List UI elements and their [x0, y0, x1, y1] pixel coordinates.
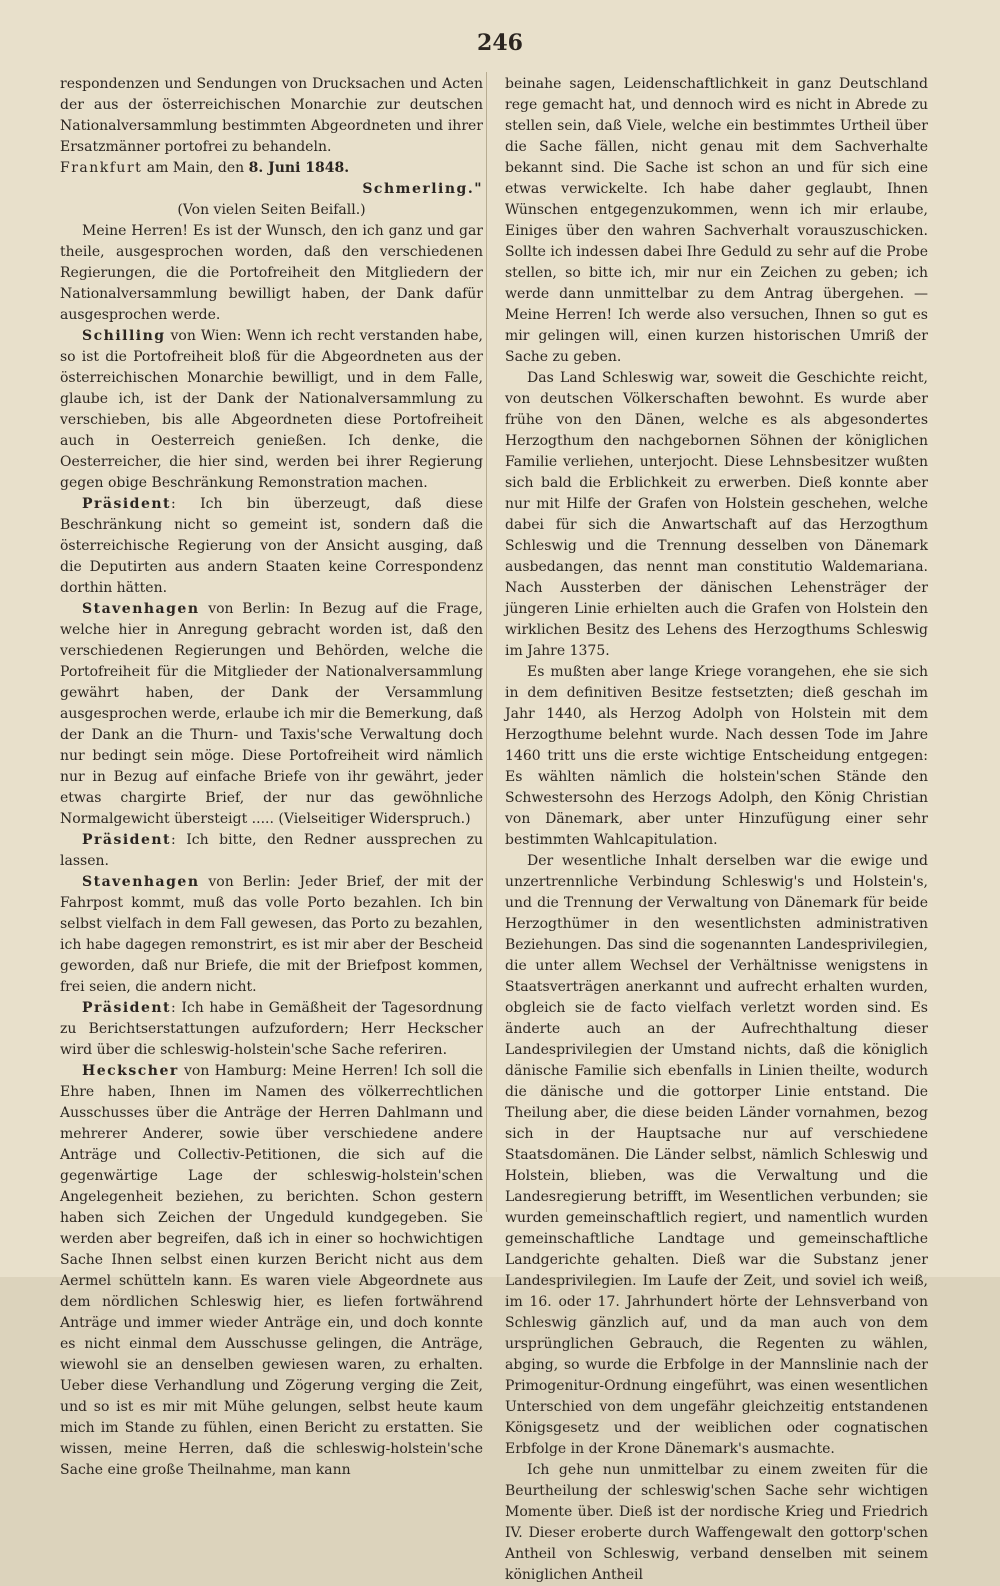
speech-paragraph	[60, 494, 483, 599]
paragraph	[60, 221, 483, 326]
speech-paragraph	[60, 1061, 483, 1481]
speaker-name: Heckscher	[82, 1063, 179, 1079]
speech-text: von Wien: Wenn ich recht verstanden habe, so ist die Portofreiheit bloß für die Abgeordneten aus der österreichischen Monarchie bewilligt, und in dem Falle, glaube ich, ist der Dank der Nationalversammlung zu verschieben, bis alle Abgeordneten diese Portofreiheit auch in Oesterreich genießen. Ich denke, die Oesterreicher, die hier sind, werden bei ihrer Regierung gegen obige Beschränkung Remonstration machen.	[60, 328, 483, 491]
speech-text: : Ich bin überzeugt, daß diese Beschränkung nicht so gemeint ist, sondern daß die österreichische Regierung von der Ansicht ausging, daß die Deputirten aus andern Staaten keine Correspondenz dorthin hätten.	[60, 496, 483, 596]
right-column	[505, 74, 928, 1586]
dateline-place: Frankfurt	[60, 160, 143, 176]
speech-text: von Berlin: Jeder Brief, der mit der Fahrpost kommt, muß das volle Porto bezahlen. Ich bin selbst vielfach in dem Fall gewesen, das Porto zu bezahlen, ich habe dagegen remonstrirt, es ist mir aber der Bescheid geworden, daß nur Briefe, die mit der Briefpost kommen, frei seien, die andern nicht.	[60, 874, 483, 995]
column-divider	[486, 72, 487, 1212]
left-column	[60, 74, 483, 1481]
paragraph-text: Meine Herren! Es ist der Wunsch, den ich ganz und gar theile, ausgesprochen worden, daß den verschiedenen Regierungen, die die Portofreiheit den Mitgliedern der Nationalversammlung bewilligt haben, der Dank dafür ausgesprochen werde.	[60, 223, 483, 323]
speaker-name: Stavenhagen	[82, 601, 200, 617]
speech-text: von Berlin: In Bezug auf die Frage, welche hier in Anregung gebracht worden ist, daß den verschiedenen Regierungen und Behörden, welche die Portofreiheit für die Mitglieder der Nationalversammlung gewährt haben, der Dank der Versammlung ausgesprochen werde, erlaube ich mir die Bemerkung, daß der Dank an die Thurn- und Taxis'sche Verwaltung doch nur bedingt sein möge. Diese Portofreiheit wird nämlich nur in Bezug auf einfache Briefe von ihr gewährt, jeder etwas chargirte Brief, der nur das gewöhnliche Normalgewicht übersteigt ..... (Vielseitiger Widerspruch.)	[60, 601, 483, 827]
paragraph-text: respondenzen und Sendungen von Drucksachen und Acten der aus der österreichischen Monarchie zur deutschen Nationalversammlung bestimmten Abgeordneten und ihrer Ersatzmänner portofrei zu behandeln.	[60, 76, 483, 155]
paragraph-text: Ich gehe nun unmittelbar zu einem zweiten für die Beurtheilung der schleswig'schen Sache sehr wichtigen Momente über. Dieß ist der nordische Krieg und Friedrich IV. Dieser eroberte durch Waffengewalt den gottorp'schen Antheil von Schleswig, verband denselben mit seinem königlichen Antheil	[505, 1462, 928, 1583]
paragraph-text: Der wesentliche Inhalt derselben war die ewige und unzertrennliche Verbindung Schleswig's und Holstein's, und die Trennung der Verwaltung von Dänemark für beide Herzogthümer in den wesentlichsten administrativen Beziehungen. Das sind die sogenannten Landesprivilegien, die unter allem Wechsel der Verhältnisse wenigstens in Staatsverträgen anerkannt und aufrecht erhalten wurden, obgleich sie de facto vielfach verletzt worden sind. Es änderte auch an der Aufrechthaltung dieser Landesprivilegien der Umstand nichts, daß die königlich dänische Familie sich ebenfalls in Linien theilte, wodurch die dänische und die gottorper Linie entstand. Die Theilung aber, die diese beiden Länder vornahmen, bezog sich in der Hauptsache nur auf verschiedene Staatsdomänen. Die Länder selbst, nämlich Schleswig und Holstein, blieben, was die Verwaltung und die Landesregierung betrifft, im Wesentlichen verbunden; sie wurden gemeinschaftlich regiert, und namentlich wurden gemeinschaftliche Landtage und gemeinschaftliche Landgerichte gehalten. Dieß war die Substanz jener Landesprivilegien. Im Laufe der Zeit, und soviel ich weiß, im 16. oder 17. Jahrhundert hörte der Lehnsverband von Schleswig gänzlich auf, und da man auch von dem ursprünglichen Gebrauch, die Regenten zu wählen, abging, so wurde die Erbfolge in der Mannslinie nach der Primogenitur-Ordnung eingeführt, was einen wesentlichen Unterschied von dem ungefähr gleichzeitig entstandenen Königsgesetz und der weiblichen oder cognatischen Erbfolge in der Krone Dänemark's ausmachte.	[505, 853, 928, 1457]
paragraph	[505, 851, 928, 1460]
speech-text: : Ich habe in Gemäßheit der Tagesordnung zu Berichtserstattungen aufzufordern; Herr Heckscher wird über die schleswig-holstein'sche Sache referiren.	[60, 1000, 483, 1058]
continued-paragraph	[505, 74, 928, 368]
signature	[60, 179, 483, 200]
paragraph	[505, 662, 928, 851]
paragraph-text: beinahe sagen, Leidenschaftlichkeit in ganz Deutschland rege gemacht hat, und dennoch wird es nicht in Abrede zu stellen sein, daß Viele, welche ein bestimmtes Urtheil über die Sache fällen, nicht genau mit dem Sachverhalte bekannt sind. Die Sache ist schon an und für sich eine etwas verwickelte. Ich habe daher geglaubt, Ihnen Wünschen entgegenzukommen, wenn ich mir erlaube, Einiges über den wahren Sachverhalt vorauszuschicken. Sollte ich indessen dabei Ihre Geduld zu sehr auf die Probe stellen, so bitte ich, mir nur ein Zeichen zu geben; ich werde dann unmittelbar zu dem Antrag übergehen. — Meine Herren! Ich werde also versuchen, Ihnen so gut es mir gelingen will, einen kurzen historischen Umriß der Sache zu geben.	[505, 76, 928, 365]
speaker-name: Präsident	[82, 1000, 172, 1016]
speech-paragraph	[60, 998, 483, 1061]
speech-text: : Ich bitte, den Redner aussprechen zu lassen.	[60, 832, 483, 869]
speaker-name: Schilling	[82, 328, 166, 344]
speaker-name: Präsident	[82, 496, 172, 512]
signature-name: Schmerling."	[362, 181, 483, 197]
paragraph	[505, 1460, 928, 1586]
stage-direction	[60, 200, 483, 221]
dateline-text: am Main, den	[142, 160, 249, 176]
paragraph-text: Es mußten aber lange Kriege vorangehen, ehe sie sich in dem definitiven Besitze festsetzten; dieß geschah im Jahr 1440, als Herzog Adolph von Holstein mit dem Herzogthume belehnt wurde. Nach dessen Tode im Jahre 1460 tritt uns die erste wichtige Entscheidung entgegen: Es wählten nämlich die holstein'schen Stände den Schwestersohn des Herzogs Adolph, den König Christian von Dänemark, aber unter Hinzufügung einer sehr bestimmten Wahlcapitulation.	[505, 664, 928, 848]
dateline-date: 8. Juni 1848.	[248, 160, 350, 176]
continued-paragraph	[60, 74, 483, 158]
speech-paragraph	[60, 326, 483, 494]
stage-direction-text: (Von vielen Seiten Beifall.)	[177, 202, 366, 218]
speech-paragraph	[60, 830, 483, 872]
speech-paragraph	[60, 599, 483, 830]
dateline	[60, 158, 483, 179]
paragraph	[505, 368, 928, 662]
speech-text: von Hamburg: Meine Herren! Ich soll die Ehre haben, Ihnen im Namen des völkerrechtlichen Ausschusses über die Anträge der Herren Dahlmann und mehrerer Anderer, sowie über verschiedene andere Anträge und Collectiv-Petitionen, die sich auf die gegenwärtige Lage der schleswig-holstein'schen Angelegenheit beziehen, zu berichten. Schon gestern haben sich Zeichen der Ungeduld kundgegeben. Sie werden aber begreifen, daß ich in einer so hochwichtigen Sache Ihnen selbst einen kurzen Bericht nicht aus dem Aermel schütteln kann. Es waren viele Abgeordnete aus dem nördlichen Schleswig hier, es liefen fortwährend Anträge und immer wieder Anträge ein, und doch konnte es nicht einmal dem Ausschusse gelingen, die Anträge, wiewohl sie an denselben gewiesen waren, zu erhalten. Ueber diese Verhandlung und Zögerung verging die Zeit, und so ist es mir mit Mühe gelungen, selbst heute kaum mich im Stande zu fühlen, einen Bericht zu erstatten. Sie wissen, meine Herren, daß die schleswig-holstein'sche Sache eine große Theilnahme, man kann	[60, 1063, 483, 1478]
speaker-name: Präsident	[82, 832, 172, 848]
speaker-name: Stavenhagen	[82, 874, 200, 890]
paragraph-text: Das Land Schleswig war, soweit die Geschichte reicht, von deutschen Völkerschaften bewohnt. Es wurde aber frühe von den Dänen, welche es als abgesondertes Herzogthum den nachgebornen Söhnen der königlichen Familie verliehen, unterjocht. Diese Lehnsbesitzer wußten sich bald die Erblichkeit zu erwerben. Dieß konnte aber nur mit Hilfe der Grafen von Holstein geschehen, welche dabei für sich die Anwartschaft auf das Herzogthum Schleswig und die Trennung desselben von Dänemark ausbedangen, das nennt man constitutio Waldemariana. Nach Aussterben der dänischen Lehensträger der jüngeren Linie erhielten auch die Grafen von Holstein den wirklichen Besitz des Lehens des Herzogthums Schleswig im Jahre 1375.	[505, 370, 928, 659]
page-number: 246	[477, 30, 523, 56]
speech-paragraph	[60, 872, 483, 998]
